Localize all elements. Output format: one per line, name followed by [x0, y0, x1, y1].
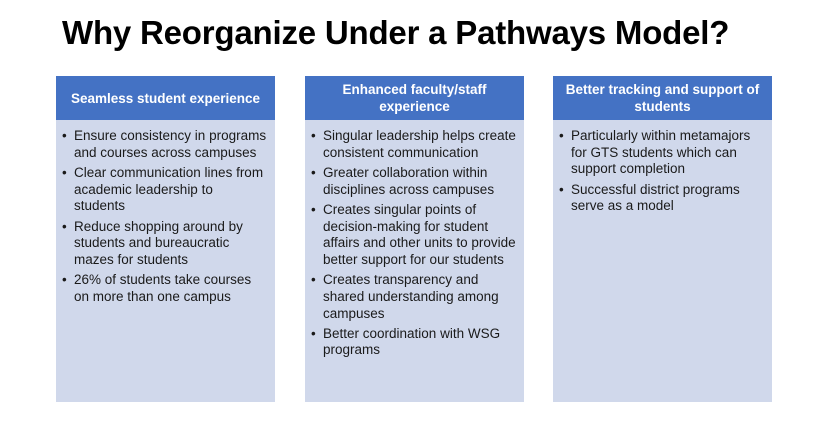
slide-title: Why Reorganize Under a Pathways Model?	[62, 14, 730, 51]
bullet-icon: •	[311, 164, 316, 180]
bullet-icon: •	[311, 325, 316, 341]
column-header: Enhanced faculty/staff experience	[305, 76, 524, 120]
bullet-item: • 26% of students take courses on more than one campus	[62, 272, 252, 304]
bullet-item: • Singular leadership helps create consistent communication	[311, 128, 516, 160]
bullet-item: • Better coordination with WSG programs	[311, 325, 501, 358]
bullet-icon: •	[311, 272, 316, 288]
bullet-icon: •	[559, 128, 564, 143]
bullet-icon: •	[311, 128, 316, 143]
column-seamless-student-experience	[56, 76, 275, 402]
column-header: Better tracking and support of students	[553, 76, 772, 120]
bullet-icon: •	[559, 181, 564, 197]
bullet-item: • Ensure consistency in programs and courses across campuses	[62, 128, 267, 160]
bullet-item: • Creates transparency and shared understanding among campuses	[311, 272, 499, 321]
bullet-item: • Clear communication lines from academic leadership to students	[62, 164, 264, 214]
column-better-tracking-support	[553, 76, 772, 402]
bullet-icon: •	[62, 218, 67, 234]
bullet-item: • Greater collaboration within disciplines across campuses	[311, 164, 495, 197]
column-header: Seamless student experience	[56, 76, 275, 120]
column-enhanced-faculty-staff-experience	[305, 76, 524, 402]
bullet-icon: •	[62, 128, 67, 143]
bullet-list	[56, 120, 275, 306]
bullet-item: • Reduce shopping around by students and bureaucratic mazes for students	[62, 218, 243, 267]
bullet-list	[553, 120, 772, 215]
bullet-item: • Particularly within metamajors for GTS students which can support completion	[559, 128, 751, 177]
bullet-item: • Successful district programs serve as a model	[559, 181, 740, 214]
bullet-list	[305, 120, 524, 359]
bullet-icon: •	[311, 201, 316, 217]
bullet-icon: •	[62, 164, 67, 180]
bullet-item: • Creates singular points of decision-making for student affairs and other units to provide better support for our students	[311, 201, 516, 267]
bullet-icon: •	[62, 272, 67, 288]
